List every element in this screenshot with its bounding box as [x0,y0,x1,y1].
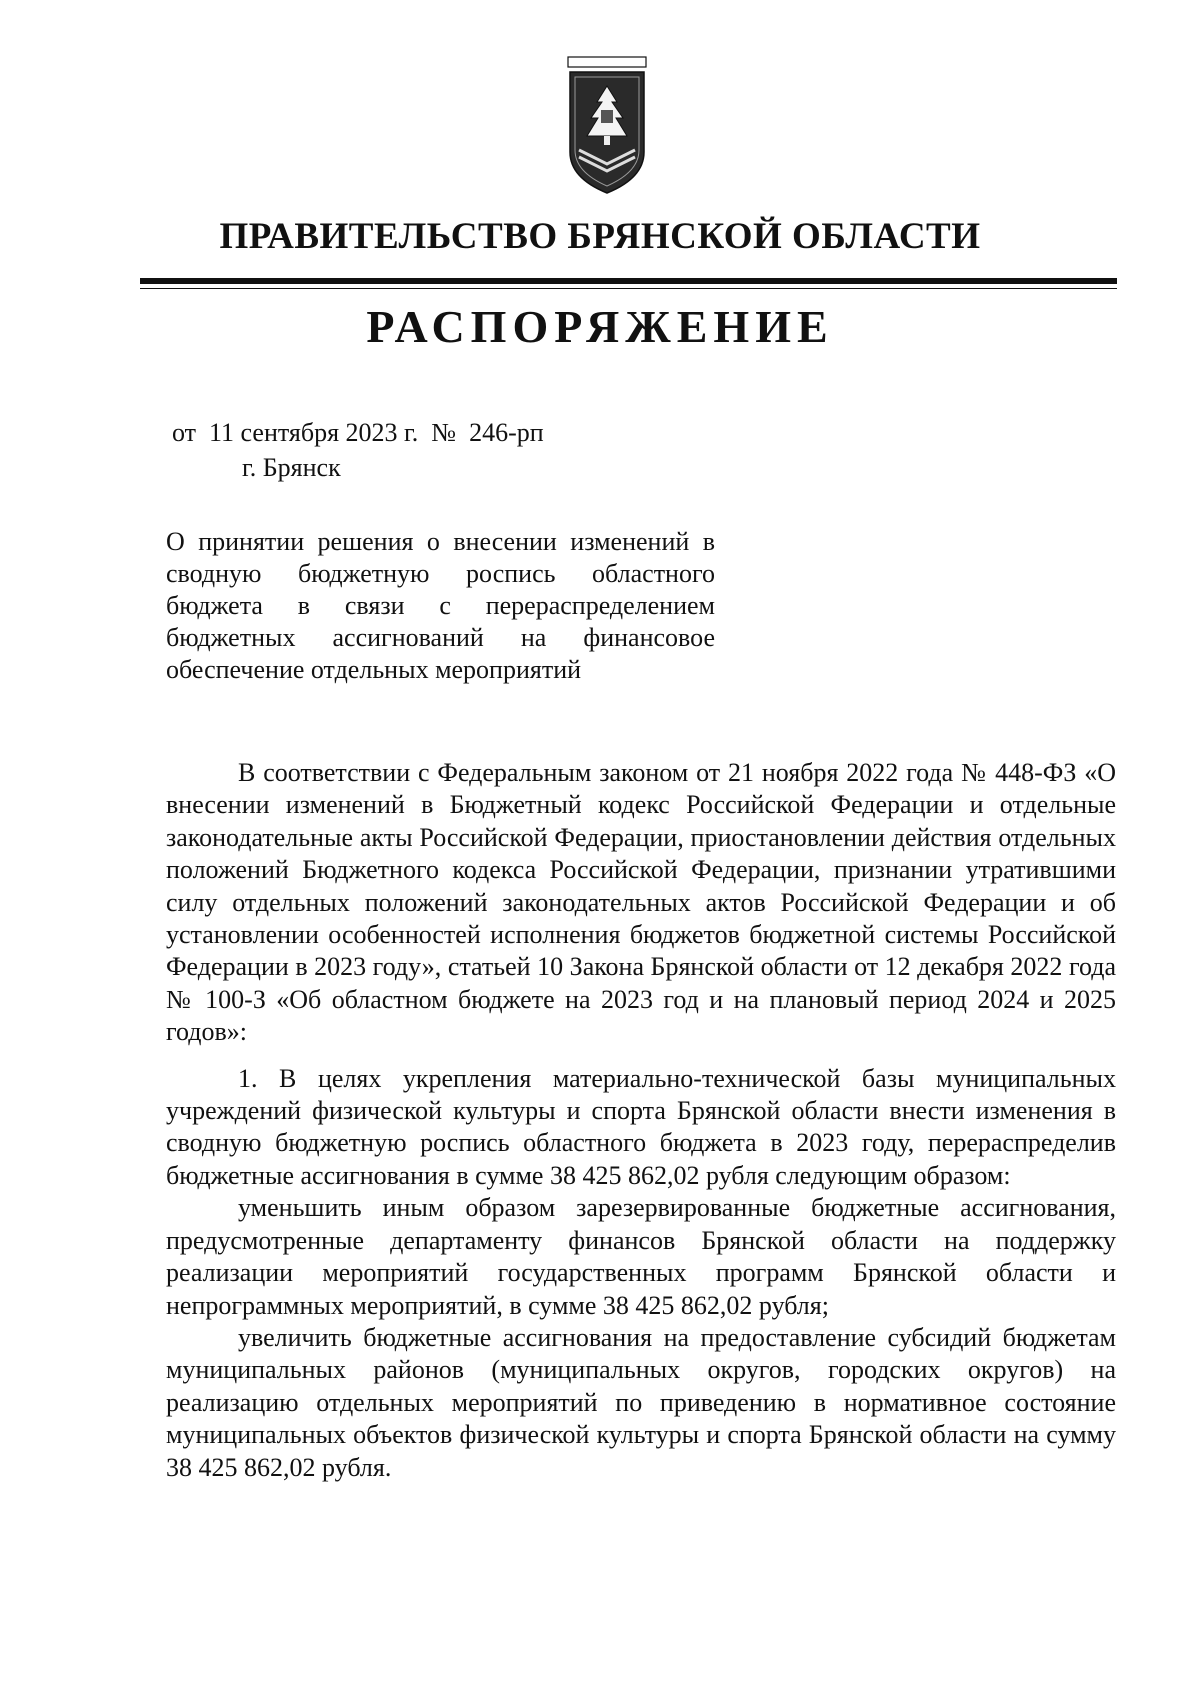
date-number-line: от 11 сентября 2023 г. № 246-рп [172,418,544,447]
preamble-paragraph: В соответствии с Федеральным законом от 21 ноября 2022 года № 448-ФЗ «О внесении изменений в Бюджетный кодекс Российской Федерации и отдельные законодательные акты Российской Федерации, приостановлении действия отдельных положений Бюджетного кодекса Российской Федерации, признании утратившими силу отдельных положений законодательных актов Российской Федерации и об установлении особенностей исполнения бюджетов бюджетной системы Российской Федерации в 2023 году», статьей 10 Закона Брянской области от 12 декабря 2022 года № 100-З «Об областном бюджете на 2023 год и на плановый период 2024 и 2025 годов»: [166,758,1116,1047]
header-rule-thin [140,288,1117,289]
organization-title: ПРАВИТЕЛЬСТВО БРЯНСКОЙ ОБЛАСТИ [219,216,981,257]
document-type-heading: РАСПОРЯЖЕНИЕ [366,301,834,352]
document-body [166,757,1116,1484]
increase-paragraph: увеличить бюджетные ассигнования на предоставление субсидий бюджетам муниципальных районов (муниципальных округов, городских округов) на реализацию отдельных мероприятий по приведению в нормативное состояние муниципальных объектов физической культуры и спорта Брянской области на сумму 38 425 862,02 рубля. [166,1322,1116,1482]
document-subject: О принятии решения о внесении изменений в сводную бюджетную роспись областного бюджета в связи с перераспределением бюджетных ассигнований на финансовое обеспечение отдельных мероприятий [166,527,715,684]
bryansk-coat-of-arms-icon [567,56,647,196]
decrease-paragraph: уменьшить иным образом зарезервированные бюджетные ассигнования, предусмотренные департаменту финансов Брянской области на поддержку реализации мероприятий государственных программ Брянской области и непрограммных мероприятий, в сумме 38 425 862,02 рубля; [166,1193,1116,1320]
header-rule-thick [140,278,1117,284]
item-1-paragraph: 1. В целях укрепления материально-технической базы муниципальных учреждений физической культуры и спорта Брянской области внести изменения в сводную бюджетную роспись областного бюджета в 2023 году, перераспределив бюджетные ассигнования в сумме 38 425 862,02 рубля следующим образом: [166,1063,1116,1190]
issue-place: г. Брянск [242,453,341,482]
